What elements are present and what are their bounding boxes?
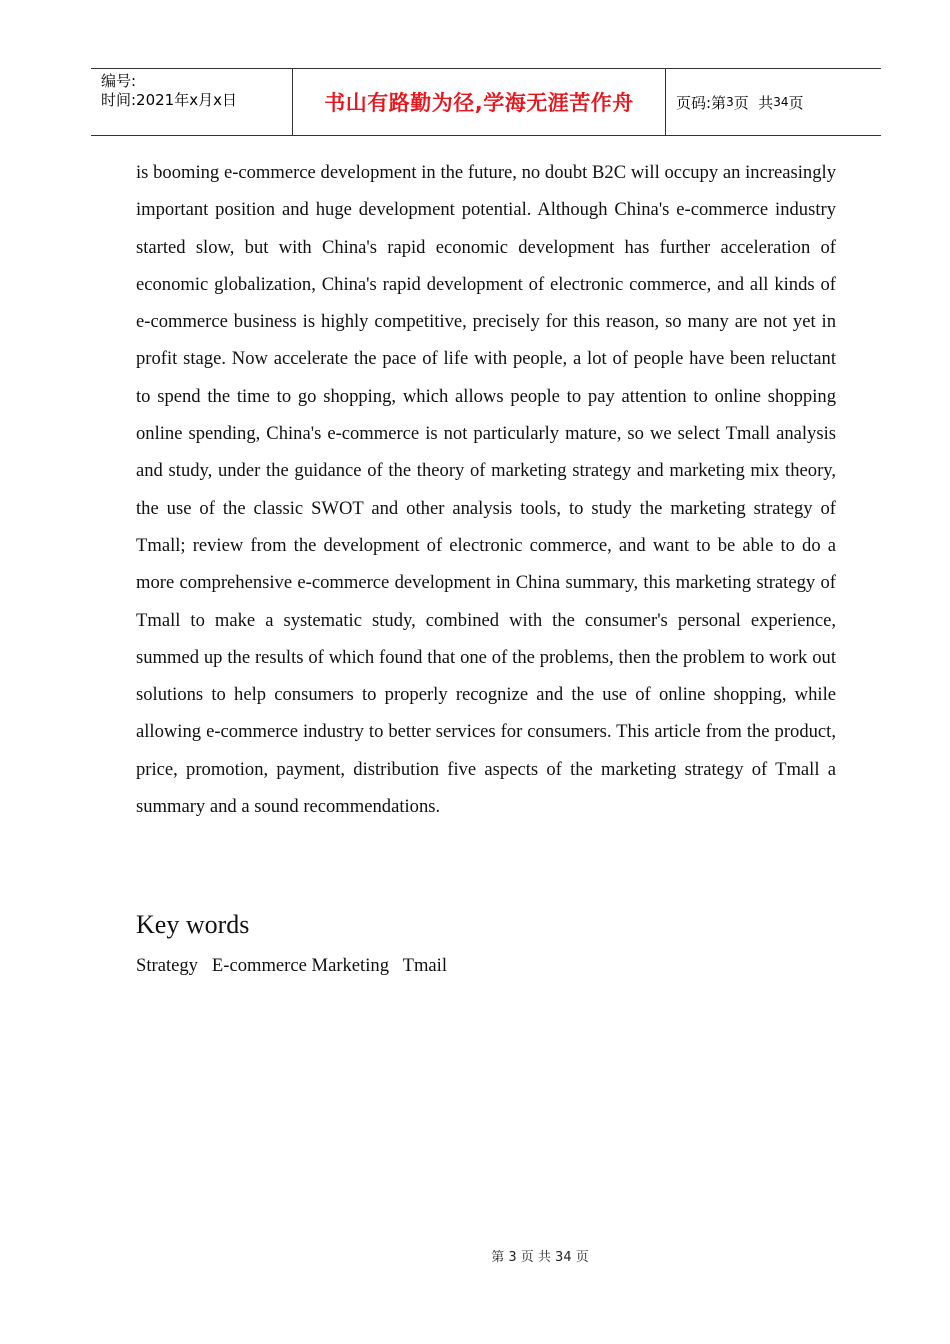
page-label-mid: 页 共 [733, 93, 774, 112]
header-motto: 书山有路勤为径,学海无涯苦作舟 [293, 69, 666, 135]
keywords-list: Strategy E-commerce Marketing Tmail [136, 955, 448, 976]
page-footer: 第 3 页 共 34 页 [491, 1250, 589, 1265]
time-label: 时间:2021年x月x日 [101, 91, 237, 109]
code-label: 编号: [101, 72, 137, 90]
abstract-paragraph: is booming e-commerce development in the future, no doubt B2C will occupy an increasingly important position and huge development potential. Although China's e-commerce industry started slow, but with China's rapid economic development has further acceleration of economic globalization, China's rapid development of electronic commerce, and all kinds of e-commerce business is highly competitive, precisely for this reason, so many are not yet in profit stage. Now accelerate the pace of life with people, a lot of people have been reluctant to spend the time to go shopping, which allows people to pay attention to online shopping online spending, China's e-commerce is not particularly mature, so we select Tmall analysis and study, under the guidance of the theory of marketing strategy and marketing mix theory, the use of the classic SWOT and other analysis tools, to study the marketing strategy of Tmall; review from the development of electronic commerce, and want to be able to do a more comprehensive e-commerce development in China summary, this marketing strategy of Tmall to make a systematic study, combined with the consumer's personal experience, summed up the results of which found that one of the problems, then the problem to work out solutions to help consumers to properly recognize and the use of online shopping, while allowing e-commerce industry to better services for consumers. This article from the product, price, promotion, payment, distribution five aspects of the marketing strategy of Tmall a summary and a sound recommendations. [136, 162, 836, 818]
header-page-number [666, 69, 881, 135]
page-total: 34 [773, 95, 789, 109]
keywords-title: Key words [136, 910, 250, 939]
header-meta [91, 69, 293, 135]
page-current: 3 [726, 95, 734, 109]
page-header [91, 68, 881, 136]
page-label-prefix: 页码:第 [676, 93, 727, 112]
page-label-suffix: 页 [788, 93, 804, 112]
